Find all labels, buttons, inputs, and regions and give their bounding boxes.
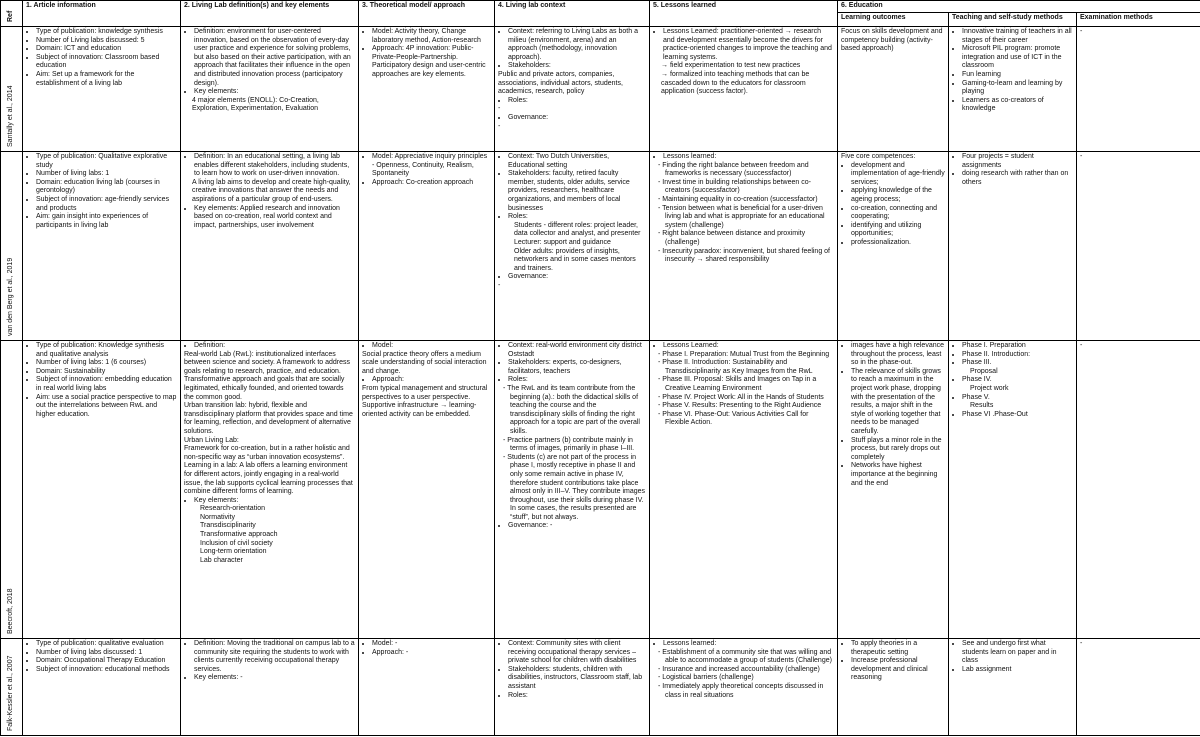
cell-article: • Type of publication: Qualitative explorative study • Number of living labs: 1 • Domain: education living lab (courses in gerontology) • Subject of innovation: age-friendly services and products • Aim: gain insight into experiences of participants in living lab xyxy=(23,152,181,341)
cell-lessons: • Lessons learned: - Establishment of a community site that was willing and able to accommodate a group of students (Challenge) - Insurance and increased accountability (challenge) - Logistical barriers (challenge) - Immediately apply theoretical concepts discussed in class in real situations xyxy=(650,639,838,736)
cell-lessons: • Lessons Learned: - Phase I. Preparation: Mutual Trust from the Beginning - Phase II. Introduction: Sustainability and Transdisciplinarity as Key Images from the RwL - Phase III. Proposal: Skills and Images on Tap in a Creative Learning Environment - Phase IV. Project Work: All in the Hands of Students - Phase V. Results: Presenting to the Right Audience - Phase VI. Phase-Out: Various Activities Call for Flexible Action. xyxy=(650,341,838,639)
cell-methods: • Four projects = student assignments • doing research with rather than on others xyxy=(949,152,1077,341)
cell-article: • Type of publication: knowledge synthesis • Number of Living labs discussed: 5 • Domain: ICT and education • Subject of innovation: Classroom based education • Aim: Set up a framework for the establishment of a living lab xyxy=(23,27,181,152)
cell-article: • Type of publication: Knowledge synthesis and qualitative analysis • Number of living labs: 1 (6 courses) • Domain: Sustainability • Subject of innovation: embedding education in real world living labs • Aim: use a social practice perspective to map out the interrelations between RwL and higher education. xyxy=(23,341,181,639)
cell-exam: - xyxy=(1077,152,1200,341)
cell-outcomes: Focus on skills development and competency building (activity-based approach) xyxy=(838,27,949,152)
cell-outcomes: • To apply theories in a therapeutic setting • Increase professional development and clinical reasoning xyxy=(838,639,949,736)
cell-methods: • Phase I. Preparation • Phase II. Introduction: • Phase III. Proposal • Phase IV. Project work • Phase V. Results • Phase VI .Phase-Out xyxy=(949,341,1077,639)
cell-context: • Context: real-world environment city district Oststadt • Stakeholders: experts, co-designers, facilitators, teachers • Roles: - The RwL and its team contribute from the beginning (a).: both the didactical skills of teaching the course and the transdisciplinary skills of finding the right approach for a topic are part of the overall skills. - Practice partners (b) contribute mainly in terms of images, primarily in phase I–III. - Students (c) are not part of the process in phase I, mostly receptive in phase II and only some remain active in phase IV, therefore student contributions take place almost only in III–V. They contribute images throughout, use their skills during phase IV. In some cases, the results presented are “stuff”, but not always. • Governance: - xyxy=(495,341,650,639)
table-row xyxy=(1,639,1200,736)
cell-exam: - xyxy=(1077,341,1200,639)
cell-definition: • Definition: Real-world Lab (RwL): institutionalized interfaces between science and society. A framework to address goals relating to research, practice, and education. Transformative approach and goals that are socially legitimated, ethically founded, and oriented towards the common good. Urban transition lab: hybrid, flexible and transdisciplinary platform that provides space and time for learning, reflection, and development of alternative solutions. Urban Living Lab: Framework for co-creation, but in a rather holistic and non-specific way as “urban innovation ecosystems”. Learning in a lab: A lab offers a learning environment for different actors, jointly engaging in a real-world issue, the lab supports cyclical learning processes that combine different forms of learning. • Key elements: Research-orientation Normativity Transdisciplinarity Transformative approach Inclusion of civil society Long-term orientation Lab character xyxy=(181,341,359,639)
header-article: 1. Article information xyxy=(23,1,181,27)
header-outcomes: Learning outcomes xyxy=(838,13,949,27)
table-row xyxy=(1,152,1200,341)
header-definition: 2. Living Lab definition(s) and key elements xyxy=(181,1,359,27)
cell-definition: • Definition: Moving the traditional on campus lab to a community site requiring the students to work with clients currently receiving occupational therapy services. • Key elements: - xyxy=(181,639,359,736)
row-ref: Beecroft, 2018 xyxy=(1,341,23,639)
cell-methods: • Innovative training of teachers in all stages of their career • Microsoft PIL program: promote integration and use of ICT in the classroom • Fun learning • Gaming-to-learn and learning by playing • Learners as co-creators of knowledge xyxy=(949,27,1077,152)
cell-methods: • See and undergo first what students learn on paper and in class • Lab assignment xyxy=(949,639,1077,736)
header-lessons: 5. Lessons learned xyxy=(650,1,838,27)
cell-definition: • Definition: In an educational setting, a living lab enables different stakeholders, including students, to learn how to work on user-driven innovation. A living lab aims to develop and create high-quality, creative innovations that answer the needs and aspirations of a particular group of end-users. • Key elements: Applied research and innovation based on co-creation, real world context and impact, partnerships, user involvement xyxy=(181,152,359,341)
row-ref: Santally et al., 2014 xyxy=(1,27,23,152)
header-methods: Teaching and self-study methods xyxy=(949,13,1077,27)
row-ref: van den Berg et al., 2019 xyxy=(1,152,23,341)
cell-model: • Model: Appreciative inquiry principles - Openness, Continuity, Realism, Spontaneity • Approach: Co-creation approach xyxy=(359,152,495,341)
header-education: 6. Education xyxy=(838,1,1200,13)
ref-header: Ref xyxy=(1,1,23,27)
cell-definition: • Definition: environment for user-centered innovation, based on the observation of every-day user practice and experience for solving problems, but also based on their active participation, with an approach that facilitates their influence in the open and distributed innovation process (participatory design). • Key elements: 4 major elements (ENOLL): Co-Creation, Exploration, Experimentation, Evaluation xyxy=(181,27,359,152)
cell-lessons: • Lessons Learned: practitioner-oriented → research and development essentially become the drivers for practice-oriented changes to improve the teaching and learning systems. → field experimentation to test new practices → formalized into teaching methods that can be cascaded down to the educators for classroom application (success factor). xyxy=(650,27,838,152)
header-exam: Examination methods xyxy=(1077,13,1200,27)
cell-outcomes: Five core competences: • development and implementation of age-friendly services; • applying knowledge of the ageing process; • co-creation, connecting and cooperating; • identifying and utilizing opportunities; • professionalization. xyxy=(838,152,949,341)
row-ref: Falk-Kessler et al., 2007 xyxy=(1,639,23,736)
cell-exam: - xyxy=(1077,27,1200,152)
cell-lessons: • Lessons learned: - Finding the right balance between freedom and frameworks is necessary (successfactor) - Invest time in building relationships between co-creators (successfactor) - Maintaining equality in co-creation (successfactor) - Tension between what is beneficial for a user-driven living lab and what is appropriate for an educational system (challenge) - Right balance between distance and proximity (challenge) - Insecurity paradox: inconvenient, but shared feeling of insecurity → shared responsibility xyxy=(650,152,838,341)
cell-context: • Context: Two Dutch Universities, Educational setting • Stakeholders: faculty, retired faculty member, students, older adults, service providers, researchers, healthcare organizations, and members of local businesses • Roles: Students - different roles: project leader, data collector and analyst, and presenter Lecturer: support and guidance Older adults: providers of insights, networkers and in some cases mentors and trainers. • Governance: - xyxy=(495,152,650,341)
cell-context: • Context: Community sites with client receiving occupational therapy services – private school for children with disabilities • Stakeholders: students, children with disabilities, instructors, Classroom staff, lab assistant • Roles: xyxy=(495,639,650,736)
table-row xyxy=(1,27,1200,152)
header-context: 4. Living lab context xyxy=(495,1,650,27)
cell-model: • Model: - • Approach: - xyxy=(359,639,495,736)
cell-article: • Type of publication: qualitative evaluation • Number of living labs discussed: 1 • Domain: Occupational Therapy Education • Subject of innovation: educational methods xyxy=(23,639,181,736)
cell-model: • Model: Activity theory, Change laboratory method, Action-research • Approach: 4P innovation: Public-Private-People-Partnership. Participatory design and user-centric approaches are key elements. xyxy=(359,27,495,152)
cell-context: • Context: referring to Living Labs as both a milieu (environment, arena) and an approach (methodology, innovation approach). • Stakeholders: Public and private actors, companies, associations, individual actors, students, academics, research, policy • Roles: - • Governance: - xyxy=(495,27,650,152)
cell-outcomes: • images have a high relevance throughout the process, least so in the phase-out. • The relevance of skills grows to reach a maximum in the project work phase, dropping with the presentation of the results, a major shift in the style of working together that needs to be managed carefully. • Stuff plays a minor role in the process, but rarely drops out completely • Networks have highest importance at the beginning and the end xyxy=(838,341,949,639)
table-row xyxy=(1,341,1200,639)
cell-exam: - xyxy=(1077,639,1200,736)
header-model: 3. Theoretical model/ approach xyxy=(359,1,495,27)
cell-model: • Model: Social practice theory offers a medium scale understanding of social interaction and change. • Approach: From typical management and structural perspectives to a user perspective. Supportive infrastructure → learning-oriented activity can be embedded. xyxy=(359,341,495,639)
